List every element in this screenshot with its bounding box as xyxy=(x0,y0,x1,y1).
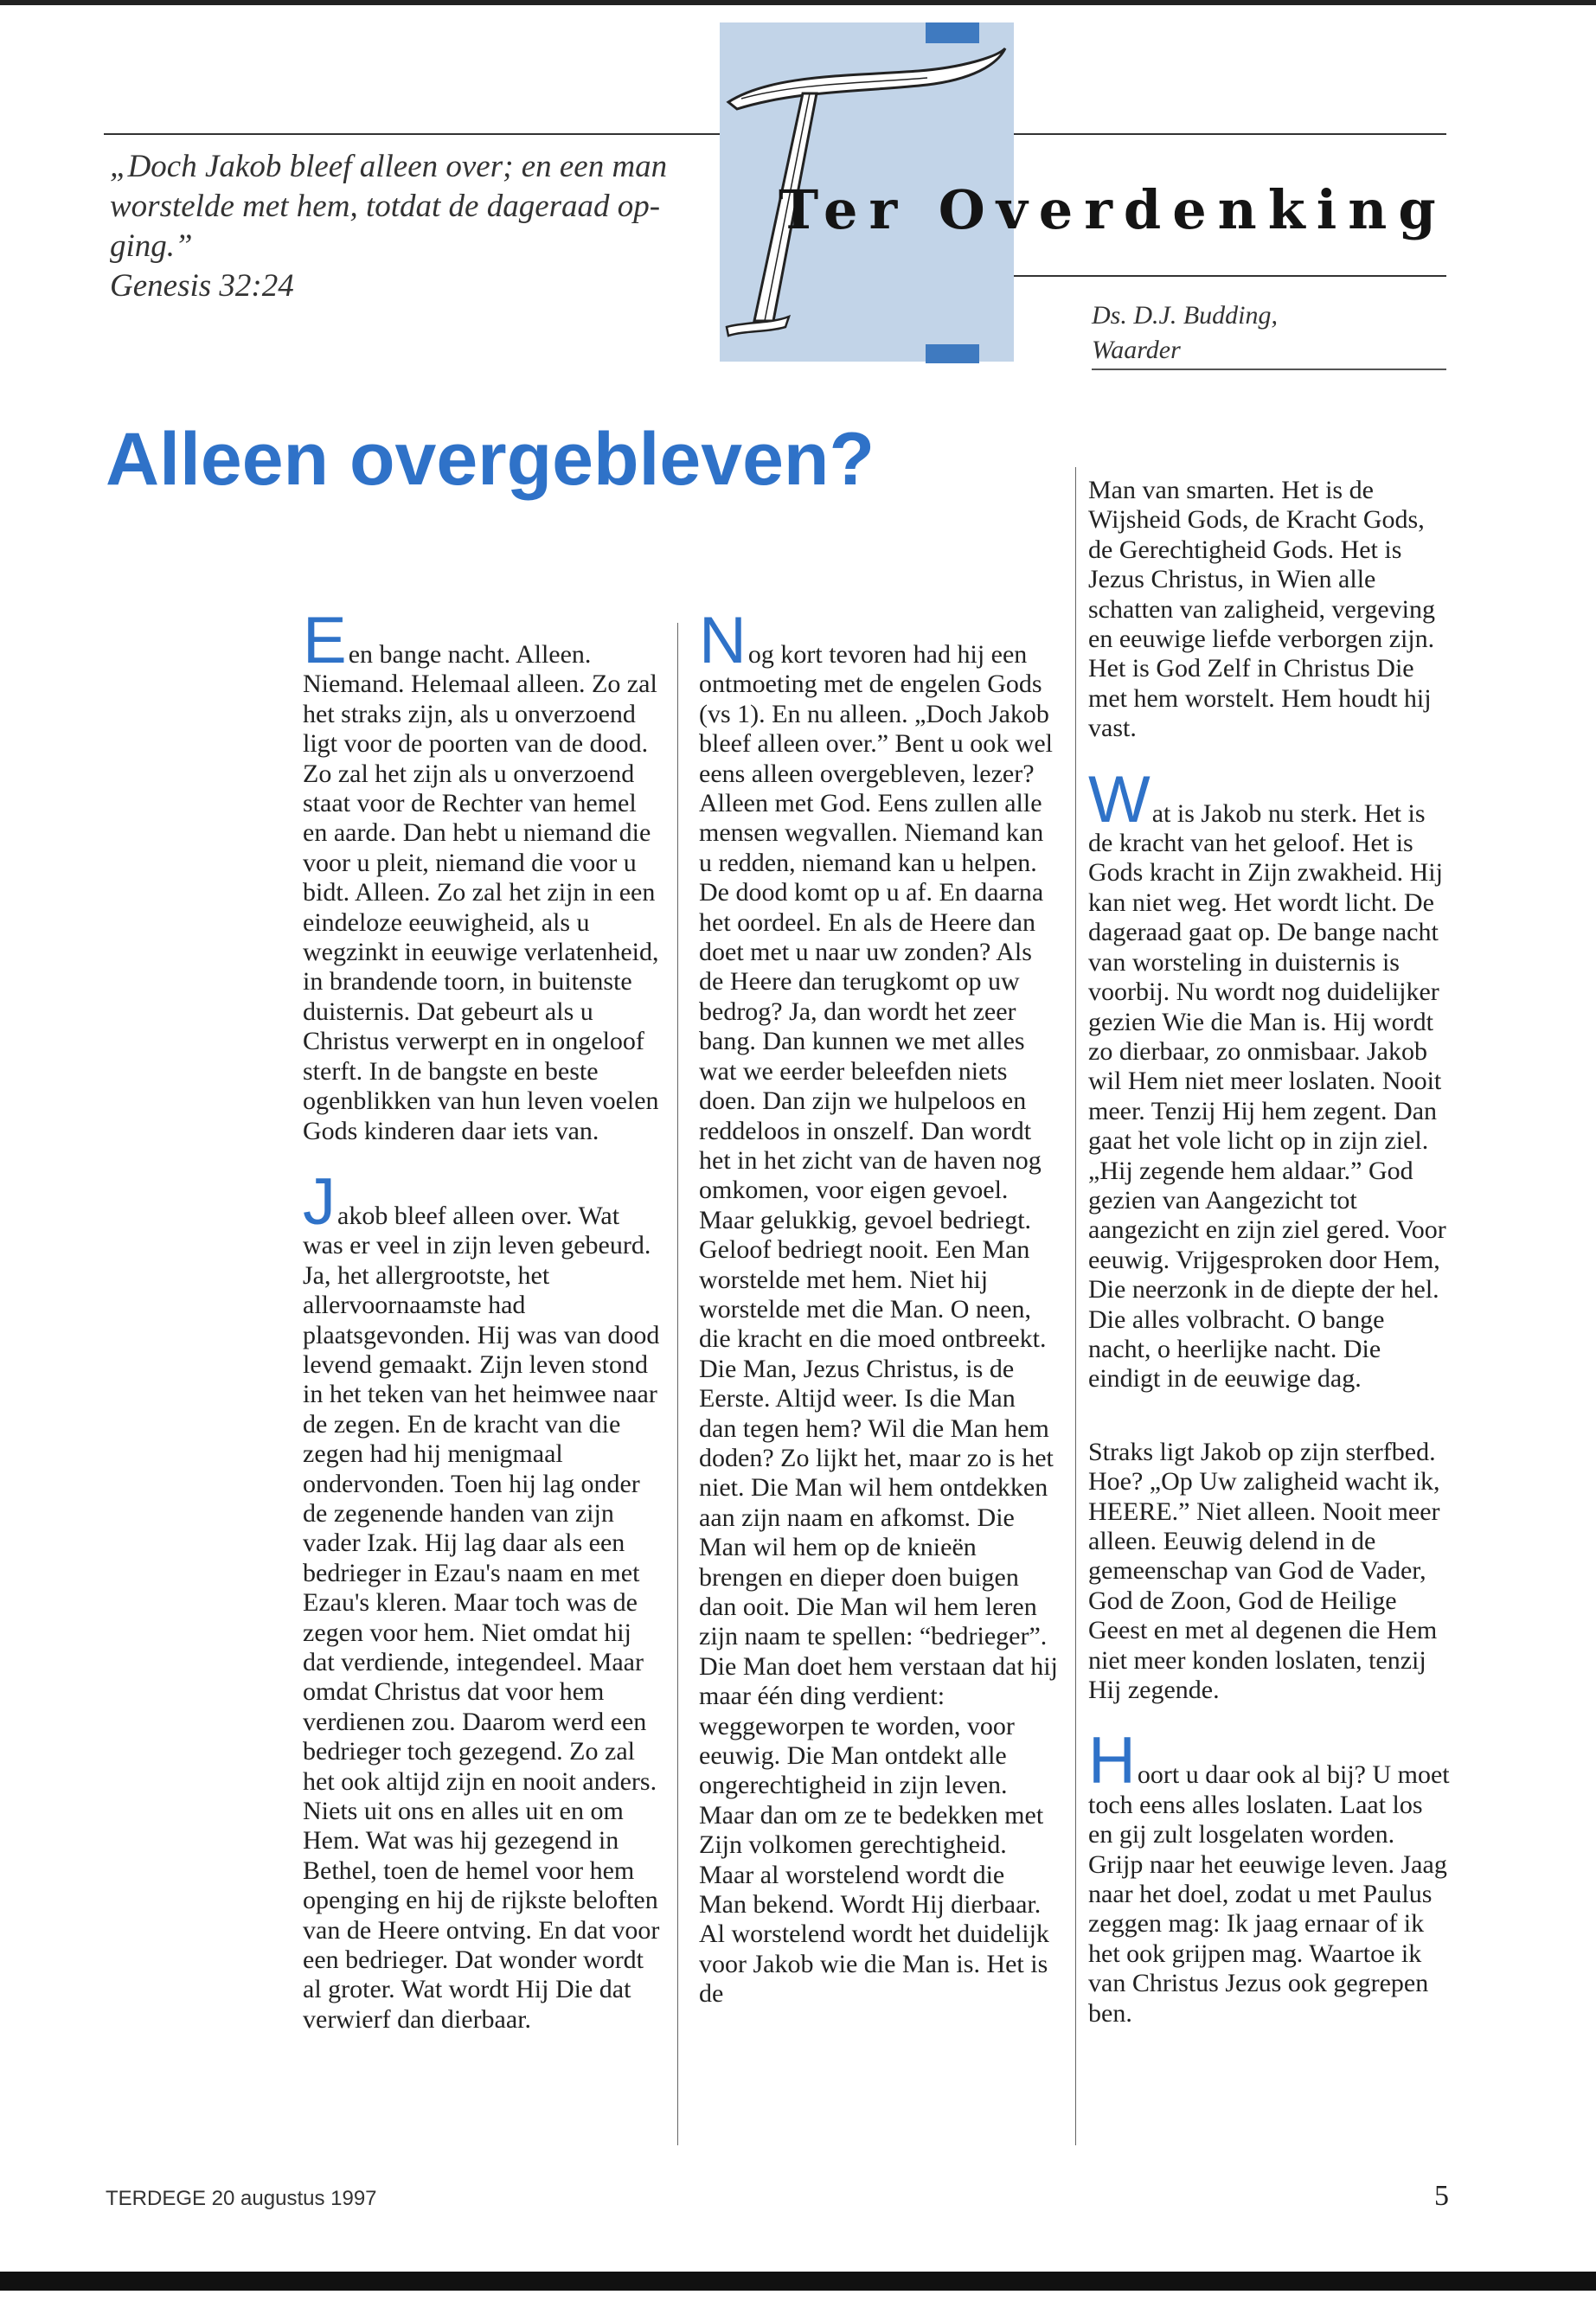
paragraph-text: akob bleef alleen over. Wat was er veel in zijn leven gebeurd. Ja, het allergrootste, het allervoornaamste had plaatsgevonden. Hij was van dood levend gemaakt. Zijn leven stond in het teken van het heimwee naar de zegen. En de kracht van die zegen had hij menigmaal ondervonden. Toen hij lag onder de zegenende handen van zijn vader Izak. Hij lag daar als een bedrieger in Ezau's naam en met Ezau's kleren. Maar toch was de zegen voor hem. Niet omdat hij dat verdiende, integendeel. Maar omdat Christus dat voor hem verdienen zou. Daarom werd een bedrieger toch gezegend. Zo zal het ook altijd zijn en nooit anders. Niets uit ons en alles uit en om Hem. Wat was hij gezegend in Bethel, toen de hemel voor hem openging en hij de rijkste beloften van de Heere ontving. En dat voor een bedrieger. Dat wonder wordt al groter. Wat wordt Hij Die dat verwierf dan dierbaar. xyxy=(303,1201,660,2034)
footer-publication: TERDEGE 20 augustus 1997 xyxy=(106,2187,377,2210)
column-divider-1 xyxy=(677,623,678,2145)
epigraph-text: „Doch Jakob bleef alleen over; en een man worstelde met hem, totdat de dageraad op-ging.” xyxy=(110,149,668,264)
header-rule-right xyxy=(1014,133,1446,135)
column-divider-2 xyxy=(1075,467,1076,2145)
paragraph-text: Man van smarten. Het is de Wijsheid Gods, de Kracht Gods, de Gerechtigheid Gods. Het is Jezus Christus, in Wien alle schatten van zaligheid, vergeving en eeuwige liefde verborgen zijn. Het is God Zelf in Christus Die met hem worstelt. Hem houdt hij vast. xyxy=(1088,476,1435,743)
drop-cap: J xyxy=(303,1164,336,1239)
author-name: Ds. D.J. Budding, xyxy=(1092,301,1278,330)
page-number: 5 xyxy=(1434,2180,1449,2212)
series-rule xyxy=(1014,275,1446,277)
paragraph xyxy=(1088,762,1452,1394)
author-block xyxy=(1092,298,1278,368)
epigraph-reference: Genesis 32:24 xyxy=(110,268,294,304)
article-column-2 xyxy=(699,604,1058,2009)
paragraph-text: en bange nacht. Alleen. Niemand. Helemaal alleen. Zo zal het straks zijn, als u onverzoend ligt voor de poorten van de dood. Zo zal het zijn als u onverzoend staat voor de Rechter van hemel en aarde. Dan hebt u niemand die voor u pleit, niemand die voor u bidt. Alleen. Zo zal het zijn in een eindeloze eeuwigheid, als u wegzinkt in eeuwige verlatenheid, in brandende toorn, in buitenste duisternis. Dat gebeurt als u Christus verwerpt en in ongeloof sterft. In de bangste en beste ogenblikken van hun leven voelen Gods kinderen daar iets van. xyxy=(303,640,659,1145)
paragraph xyxy=(303,1164,662,2035)
paragraph xyxy=(1088,1724,1452,2029)
paragraph xyxy=(699,1206,1058,2009)
drop-cap: H xyxy=(1088,1724,1136,1798)
drop-cap: W xyxy=(1088,762,1151,836)
drop-cap: E xyxy=(303,604,347,677)
epigraph-quote xyxy=(110,147,681,306)
series-title: Ter Overdenking xyxy=(779,178,1447,241)
paragraph xyxy=(699,604,1058,1206)
article-column-1 xyxy=(303,604,662,2035)
paragraph xyxy=(303,604,662,1146)
top-border xyxy=(0,0,1596,5)
paragraph-text: oort u daar ook al bij? U moet toch eens alles loslaten. Laat los en gij zult losgelaten worden. Grijp naar het eeuwige leven. Jaag naar het doel, zodat u met Paulus zeggen mag: Ik jaag ernaar of ik het ook grijpen mag. Waartoe ik van Christus Jezus ook gegrepen ben. xyxy=(1088,1760,1450,2028)
article-column-3 xyxy=(1088,476,1452,2029)
bottom-border xyxy=(0,2272,1596,2291)
header-rule-left xyxy=(104,133,727,135)
author-place: Waarder xyxy=(1092,336,1181,364)
author-rule xyxy=(1092,369,1446,370)
paragraph-text: Straks ligt Jakob op zijn sterfbed. Hoe? „Op Uw zaligheid wacht ik, HEERE.” Niet alleen. Nooit meer alleen. Eeuwig delend in de gemeenschap van God de Vader, God de Zoon, God de Heilige Geest en met al degenen die Hem niet meer konden loslaten, tenzij Hij zegende. xyxy=(1088,1437,1440,1705)
paragraph xyxy=(1088,1438,1452,1706)
paragraph-text: at is Jakob nu sterk. Het is de kracht van het geloof. Het is Gods kracht in Zijn zwakheid. Hij kan niet weg. Het wordt licht. De dageraad gaat op. De bange nacht van worsteling in duisternis is voorbij. Nu wordt nog duidelijker gezien Wie die Man is. Hij wordt zo dierbaar, zo onmisbaar. Jakob wil Hem niet meer loslaten. Nooit meer. Tenzij Hij hem zegent. Dan gaat het vole licht op in zijn ziel. „Hij zegende hem aldaar.” God gezien van Aangezicht tot aangezicht en zijn ziel gered. Voor eeuwig. Vrijgesproken door Hem, Die neerzonk in de diepte der hel. Die alles volbracht. O bange nacht, o heerlijke nacht. Die eindigt in de eeuwige dag. xyxy=(1088,798,1446,1394)
article-headline: Alleen overgebleven? xyxy=(106,418,875,501)
paragraph-text: og kort tevoren had hij een ontmoeting met de engelen Gods (vs 1). En nu alleen. „Doch Jakob bleef alleen over.” Bent u ook wel eens alleen overgebleven, lezer? Alleen met God. Eens zullen alle mensen wegvallen. Niemand kan u redden, niemand kan u helpen. De dood komt op u af. En daarna het oordeel. En als de Heere dan doet met u naar uw zonden? Als de Heere dan terugkomt op uw bedrog? Ja, dan wordt het zeer bang. Dan kunnen we met alles wat we eerder beleefden niets doen. Dan zijn we hulpeloos en reddeloos in onszelf. Dan wordt het in het zicht van de haven nog omkomen, voor eigen gevoel. xyxy=(699,640,1054,1205)
paragraph-text: Maar gelukkig, gevoel bedriegt. Geloof bedriegt nooit. Een Man worstelde met hem. Niet hij worstelde met die Man. O neen, die kracht en die moed ontbreekt. Die Man, Jezus Christus, is de Eerste. Altijd weer. Is die Man dan tegen hem? Wil die Man hem doden? Zo lijkt het, maar zo is het niet. Die Man wil hem ontdekken aan zijn naam en afkomst. Die Man wil hem op de knieën brengen en dieper doen buigen dan ooit. Die Man wil hem leren zijn naam te spellen: “bedrieger”. Die Man doet hem verstaan dat hij maar één ding verdient: weggeworpen te worden, voor eeuwig. Die Man ontdekt alle ongerechtigheid in zijn leven. Maar dan om ze te bedekken met Zijn volkomen gerechtigheid. Maar al worstelend wordt die Man bekend. Wordt Hij dierbaar. Al worstelend wordt het duidelijk voor Jakob wie die Man is. Het is de xyxy=(699,1205,1058,2009)
paragraph xyxy=(1088,476,1452,744)
drop-cap: N xyxy=(699,604,747,677)
